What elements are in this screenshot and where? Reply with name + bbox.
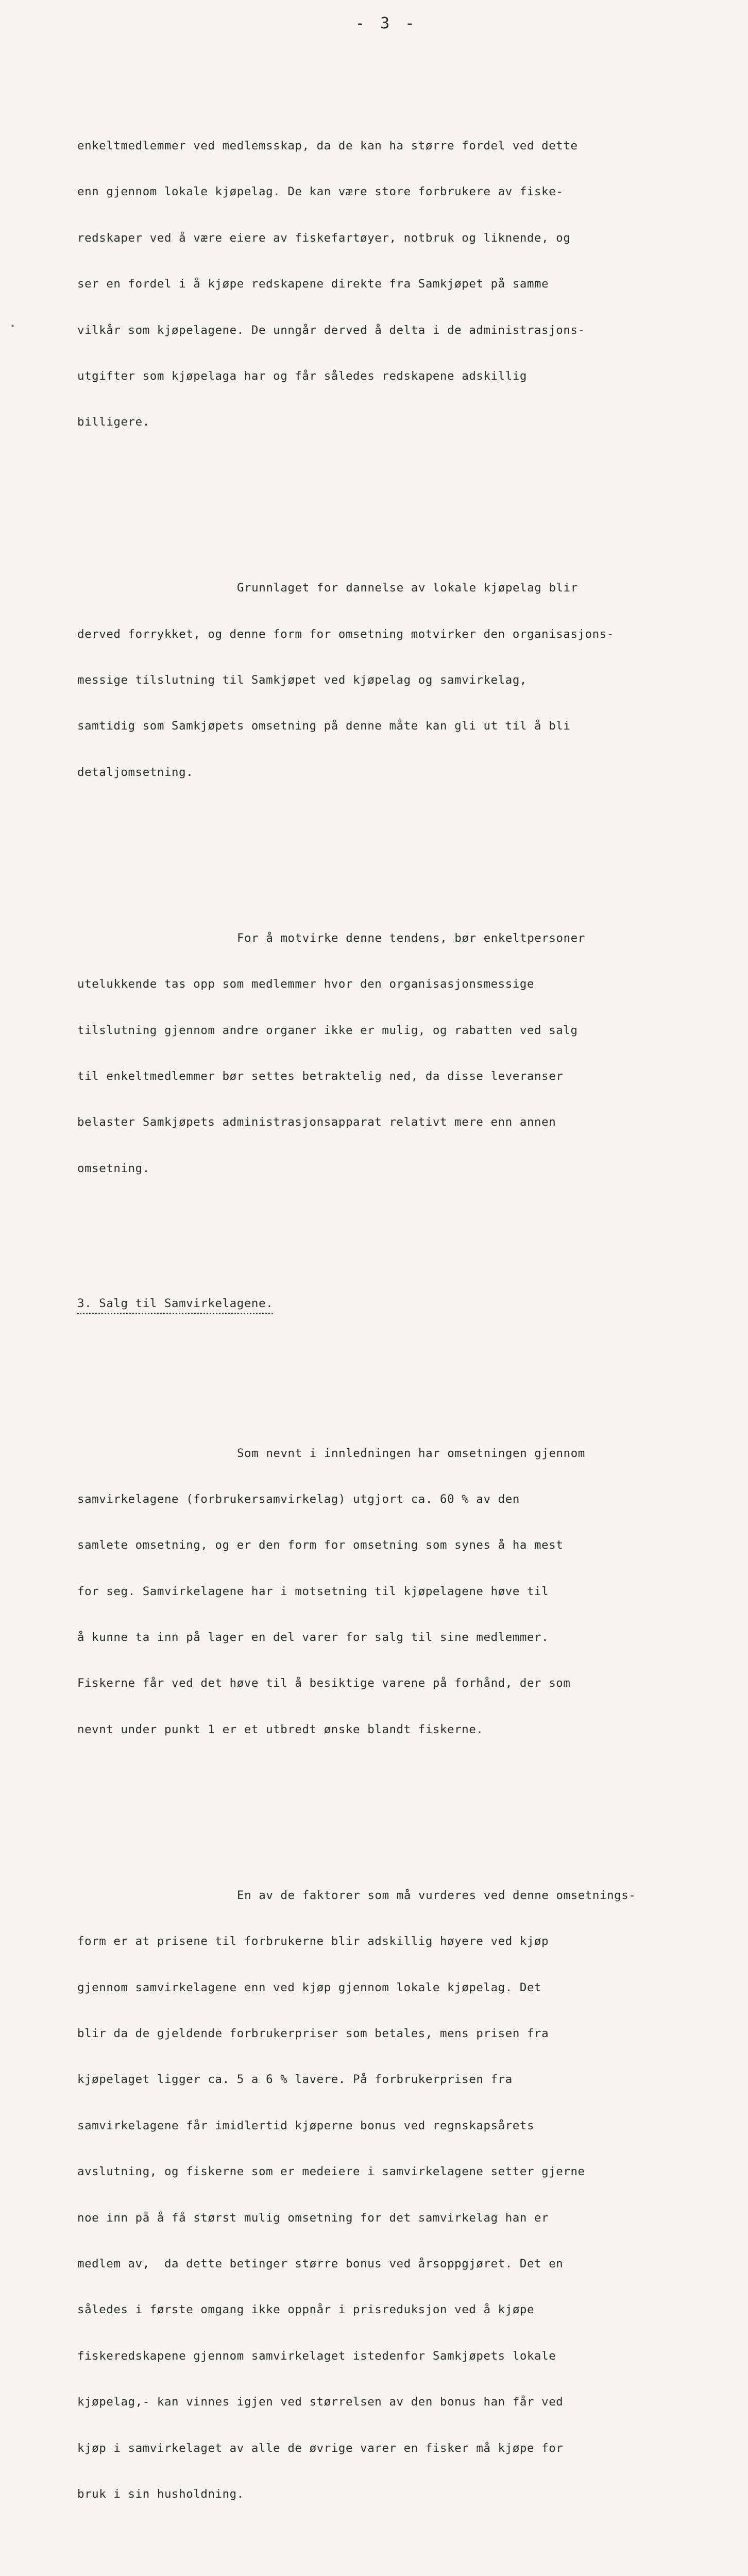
- section-heading-text: 3. Salg til Samvirkelagene.: [77, 1296, 273, 1314]
- text-line: enn gjennom lokale kjøpelag. De kan være store forbrukere av fiske-: [77, 185, 564, 199]
- text-line: blir da de gjeldende forbrukerpriser som betales, mens prisen fra: [77, 2027, 549, 2041]
- text-line: bruk i sin husholdning.: [77, 2487, 244, 2501]
- text-line: noe inn på å få størst mulig omsetning for det samvirkelag han er: [77, 2211, 549, 2225]
- text-line: derved forrykket, og denne form for omsetning motvirker den organisasjons-: [77, 627, 614, 641]
- paragraph: [77, 1857, 726, 2533]
- text-line: utgifter som kjøpelaga har og får således redskapene adskillig: [77, 369, 527, 383]
- text-line: detaljomsetning.: [77, 765, 194, 779]
- text-line: For å motvirke denne tendens, bør enkeltpersoner: [237, 931, 585, 945]
- text-line: belaster Samkjøpets administrasjonsapparat relativt mere enn annen: [77, 1115, 556, 1129]
- text-line: nevnt under punkt 1 er et utbredt ønske blandt fiskerne.: [77, 1722, 484, 1736]
- margin-mark: [11, 325, 14, 327]
- text-line: samlete omsetning, og er den form for omsetning som synes å ha mest: [77, 1538, 564, 1552]
- text-line: Fiskerne får ved det høve til å besiktige varene på forhånd, der som: [77, 1676, 571, 1690]
- text-line: Grunnlaget for dannelse av lokale kjøpelag blir: [237, 581, 578, 595]
- text-line: fiskeredskapene gjennom samvirkelaget istedenfor Samkjøpets lokale: [77, 2349, 556, 2363]
- text-line: form er at prisene til forbrukerne blir adskillig høyere ved kjøp: [77, 1935, 549, 1948]
- text-line: til enkeltmedlemmer bør settes betraktelig ned, da disse leveranser: [77, 1070, 564, 1083]
- text-line: messige tilslutning til Samkjøpet ved kjøpelag og samvirkelag,: [77, 673, 527, 687]
- page-number: - 3 -: [355, 14, 418, 32]
- text-line: billigere.: [77, 415, 150, 429]
- text-line: samvirkelagene (forbrukersamvirkelag) utgjort ca. 60 % av den: [77, 1492, 520, 1506]
- text-line: vilkår som kjøpelagene. De unngår derved å delta i de administrasjons-: [77, 323, 585, 337]
- document-body: [77, 62, 726, 2576]
- text-line: samvirkelagene får imidlertid kjøperne bonus ved regnskapsårets: [77, 2119, 535, 2132]
- text-line: kjøpelag,- kan vinnes igjen ved størrelsen av den bonus han får ved: [77, 2395, 564, 2409]
- text-line: gjennom samvirkelagene enn ved kjøp gjennom lokale kjøpelag. Det: [77, 1980, 542, 1994]
- text-line: samtidig som Samkjøpets omsetning på denne måte kan gli ut til å bli: [77, 719, 571, 733]
- text-line: medlem av, da dette betinger større bonus ved årsoppgjøret. Det en: [77, 2257, 564, 2270]
- paragraph: [77, 108, 726, 461]
- text-line: kjøp i samvirkelaget av alle de øvrige varer en fisker må kjøpe for: [77, 2441, 564, 2455]
- section-heading: [77, 1296, 726, 1312]
- text-line: således i første omgang ikke oppnår i prisreduksjon ved å kjøpe: [77, 2303, 535, 2317]
- paragraph: [77, 1415, 726, 1768]
- text-line: utelukkende tas opp som medlemmer hvor den organisasjonsmessige: [77, 977, 535, 991]
- text-line: avslutning, og fiskerne som er medeiere i samvirkelagene setter gjerne: [77, 2165, 585, 2179]
- text-line: kjøpelaget ligger ca. 5 a 6 % lavere. På forbrukerprisen fra: [77, 2073, 513, 2087]
- text-line: for seg. Samvirkelagene har i motsetning til kjøpelagene høve til: [77, 1584, 549, 1598]
- paragraph: [77, 550, 726, 811]
- text-line: ser en fordel i å kjøpe redskapene direkte fra Samkjøpet på samme: [77, 277, 549, 291]
- text-line: å kunne ta inn på lager en del varer for salg til sine medlemmer.: [77, 1631, 549, 1645]
- text-line: redskaper ved å være eiere av fiskefartøyer, notbruk og liknende, og: [77, 231, 571, 245]
- text-line: tilslutning gjennom andre organer ikke er mulig, og rabatten ved salg: [77, 1023, 578, 1037]
- text-line: Som nevnt i innledningen har omsetningen gjennom: [237, 1446, 585, 1460]
- paragraph: [77, 900, 726, 1207]
- text-line: En av de faktorer som må vurderes ved denne omsetnings-: [237, 1888, 636, 1902]
- text-line: enkeltmedlemmer ved medlemsskap, da de kan ha større fordel ved dette: [77, 139, 578, 152]
- text-line: omsetning.: [77, 1161, 150, 1175]
